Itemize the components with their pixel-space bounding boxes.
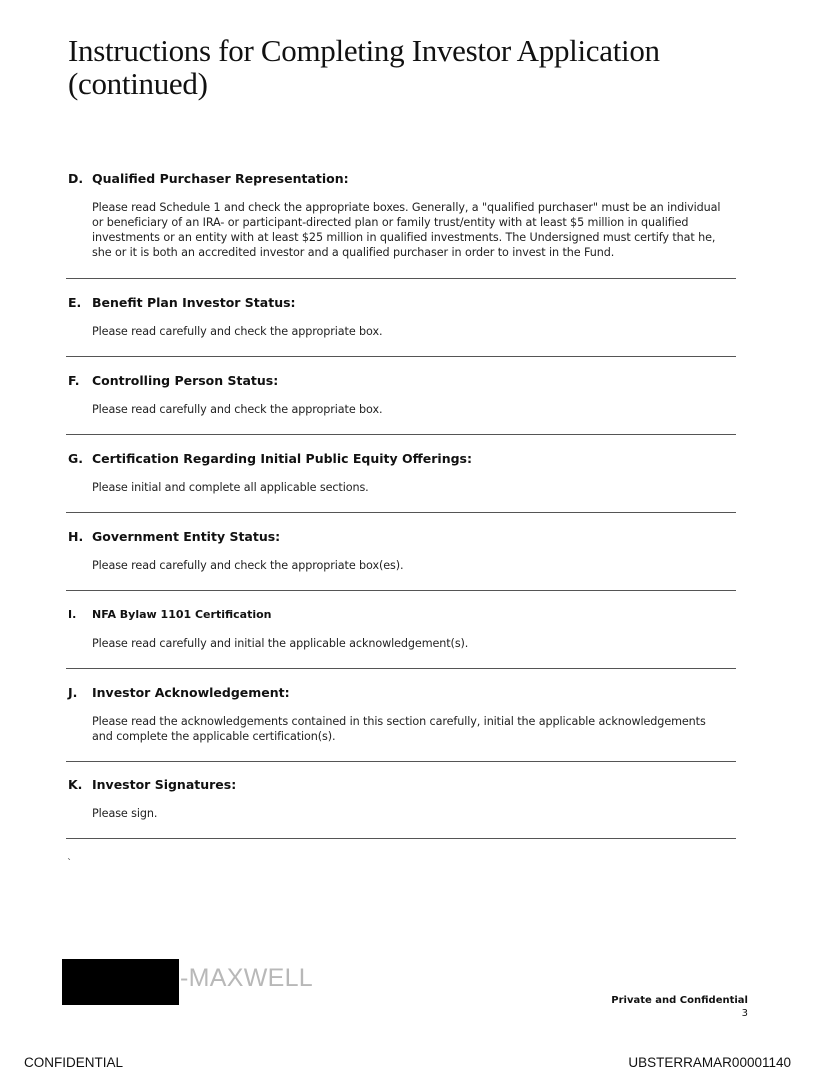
section-letter: E. — [68, 295, 82, 310]
section-body: Please read carefully and check the appropriate box(es). — [92, 559, 404, 572]
section-h-government-entity — [66, 529, 736, 591]
section-body: Please read carefully and check the appropriate box. — [92, 325, 383, 338]
watermark-text: -MAXWELL — [180, 964, 313, 992]
confidential-stamp: CONFIDENTIAL — [24, 1055, 124, 1070]
section-heading: NFA Bylaw 1101 Certification — [92, 608, 272, 621]
section-body: Please read carefully and initial the applicable acknowledgement(s). — [92, 637, 469, 650]
section-heading: Investor Signatures: — [92, 777, 237, 792]
section-letter: F. — [68, 373, 80, 388]
section-heading: Investor Acknowledgement: — [92, 685, 290, 700]
private-confidential-footer — [611, 994, 748, 1020]
redaction-box — [62, 959, 179, 1005]
section-letter: I. — [68, 608, 77, 621]
section-heading: Government Entity Status: — [92, 529, 281, 544]
section-g-ipo-certification — [66, 451, 736, 513]
section-heading: Controlling Person Status: — [92, 373, 279, 388]
section-body: Please read carefully and check the appropriate box. — [92, 403, 383, 416]
section-f-controlling-person — [66, 373, 736, 435]
section-heading: Certification Regarding Initial Public Equity Offerings: — [92, 451, 472, 466]
bates-number: UBSTERRAMAR00001140 — [628, 1055, 791, 1070]
section-i-nfa-bylaw — [66, 607, 736, 669]
section-d-qualified-purchaser — [66, 171, 736, 279]
page-title: Instructions for Completing Investor Application (continued) — [68, 33, 660, 101]
section-letter: K. — [68, 777, 83, 792]
private-label: Private and Confidential — [611, 995, 748, 1006]
section-heading: Qualified Purchaser Representation: — [92, 171, 349, 186]
section-body: Please read Schedule 1 and check the appropriate boxes. Generally, a "qualified purchaser" must be an individual or beneficiary of an IRA- or participant-directed plan or family trust/entity with at least $5 million in qualified investments or an entity with at least $25 million in qualified investments. The Undersigned must certify that he, she or it is both an accredited investor and a qualified purchaser in order to invest in the Fund. — [92, 201, 721, 259]
section-body: Please initial and complete all applicable sections. — [92, 481, 369, 494]
section-letter: J. — [68, 685, 78, 700]
section-e-benefit-plan — [66, 295, 736, 357]
section-letter: G. — [68, 451, 84, 466]
section-body: Please read the acknowledgements contained in this section carefully, initial the applicable acknowledgements and complete the applicable certification(s). — [92, 715, 706, 743]
section-heading: Benefit Plan Investor Status: — [92, 295, 296, 310]
section-j-investor-acknowledgement — [66, 685, 736, 762]
page-number: 3 — [741, 1008, 748, 1019]
section-k-investor-signatures — [66, 777, 736, 839]
section-letter: D. — [68, 171, 84, 186]
section-body: Please sign. — [92, 807, 158, 820]
section-letter: H. — [68, 529, 84, 544]
stray-mark: ` — [67, 858, 72, 869]
